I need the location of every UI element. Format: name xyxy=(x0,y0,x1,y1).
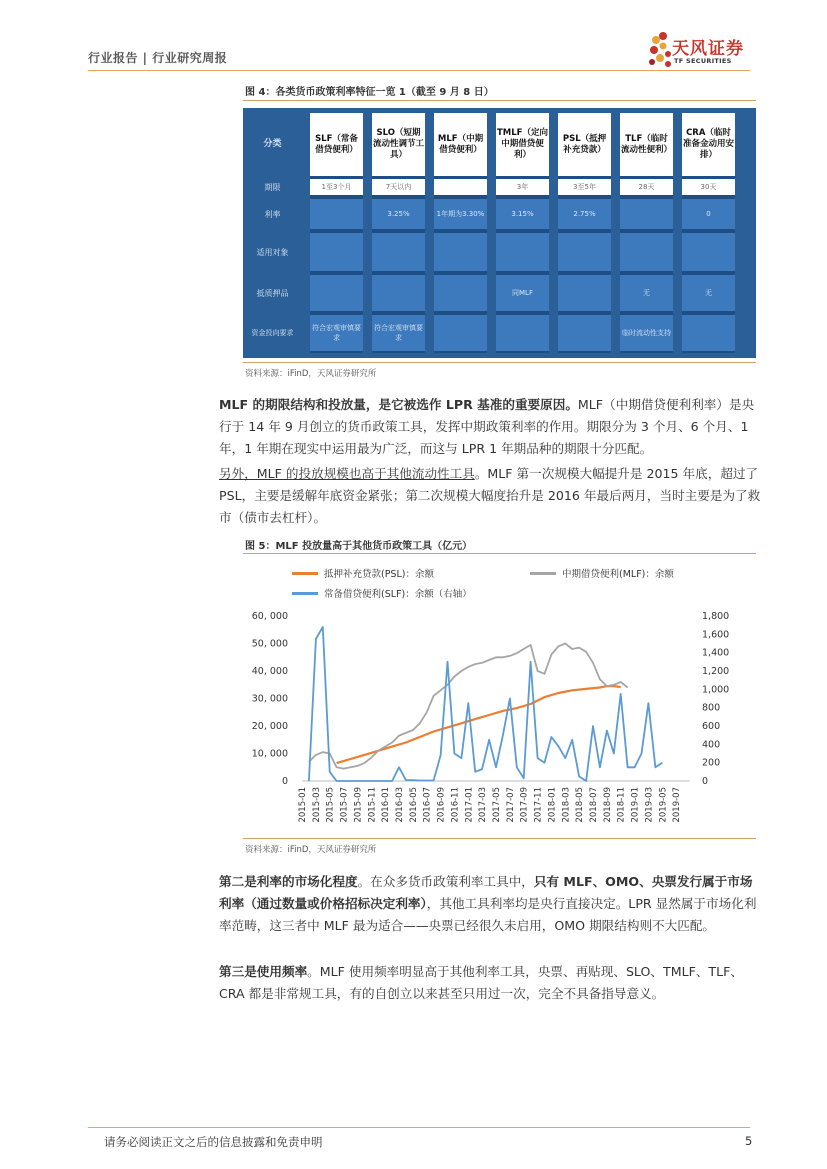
legend-psl-label: 抵押补充贷款(PSL)：余额 xyxy=(324,569,434,580)
figure4-source: 资料来源：iFinD，天风证券研究所 xyxy=(245,369,377,379)
y-right-tick-label: 1,400 xyxy=(702,647,730,659)
x-tick-label: 2017-07 xyxy=(505,787,516,823)
column-header: SLF（常备借贷便利） xyxy=(310,113,363,176)
row-label-requirement: 资金投向要求 xyxy=(251,328,294,337)
cell-term: 28天 xyxy=(620,179,673,195)
cell-rate: 2.75% xyxy=(558,199,611,229)
x-tick-label: 2015-05 xyxy=(325,787,336,823)
x-tick-label: 2015-11 xyxy=(367,787,378,823)
x-tick-label: 2017-03 xyxy=(478,787,489,823)
y-right-tick-label: 0 xyxy=(702,776,709,787)
y-right-tick-label: 800 xyxy=(702,702,721,714)
legend-slf-label: 常备借贷便利(SLF)：余额（右轴） xyxy=(324,589,472,600)
column-header: SLO（短期流动性调节工具） xyxy=(372,113,425,176)
column-header: MLF（中期借贷便利） xyxy=(434,113,487,176)
figure5-caption: 图 5：MLF 投放量高于其他货币政策工具（亿元） xyxy=(245,541,473,552)
y-right-tick-label: 600 xyxy=(702,721,721,732)
y-right-tick-label: 200 xyxy=(702,757,721,769)
x-tick-label: 2015-01 xyxy=(298,787,308,823)
x-tick-label: 2017-11 xyxy=(533,787,544,823)
para2-body: 。MLF 第一次规模大幅提升是 2015 年底，超过了 PSL，主要是缓解年底资金紧张；第二次规模大幅度抬升是 2016 年最后两月，当时主要是为了救市（债市去杠杆）。 xyxy=(219,466,761,525)
x-tick-label: 2016-01 xyxy=(381,787,392,823)
x-tick-label: 2019-03 xyxy=(644,787,655,823)
row-label-category: 分类 xyxy=(263,139,282,149)
paragraph-frequency xyxy=(219,961,763,1005)
cell-term: 30天 xyxy=(682,179,735,195)
cell-rate: 3.15% xyxy=(496,199,549,229)
cell-rate: 0 xyxy=(682,199,735,229)
x-tick-label: 2016-05 xyxy=(408,787,419,823)
header-report-type: 行业报告 | 行业研究周报 xyxy=(88,51,228,65)
x-tick-label: 2019-01 xyxy=(630,787,641,823)
column-header: PSL（抵押补充贷款） xyxy=(558,113,611,176)
para3-body2: ，其他工具利率均是央行直接决定。LPR 显然属于市场化利率范畴，这三者中 MLF 最为适合——央票已经很久未启用，OMO 期限结构则不大匹配。 xyxy=(219,896,757,933)
para3-body1: 。在众多货币政策利率工具中， xyxy=(357,874,534,889)
y-left-tick-label: 10, 000 xyxy=(251,748,288,760)
x-tick-label: 2018-03 xyxy=(561,787,572,823)
column-header: TMLF（定向中期借贷便利） xyxy=(496,113,549,176)
paragraph-market-rate xyxy=(219,871,763,937)
y-right-tick-label: 1,200 xyxy=(702,666,730,677)
x-tick-label: 2017-05 xyxy=(492,787,502,823)
x-tick-label: 2015-07 xyxy=(339,787,350,823)
x-tick-label: 2018-09 xyxy=(602,787,613,823)
column-header: CRA（临时准备金动用安排） xyxy=(682,113,735,176)
cell-term: 7天以内 xyxy=(372,179,425,195)
para3-emph: 只有 MLF、OMO、央票发行属于市场利率（通过数量或价格招标决定利率） xyxy=(219,874,753,911)
cell-pledge: 无 xyxy=(620,275,673,311)
cell-term: 1至3个月 xyxy=(310,179,363,195)
figure5-source: 资料来源：iFinD，天风证券研究所 xyxy=(245,845,377,855)
x-tick-label: 2018-11 xyxy=(616,787,627,823)
x-tick-label: 2015-03 xyxy=(311,787,322,823)
legend-mlf-label: 中期借贷便利(MLF)：余额 xyxy=(562,569,674,580)
y-left-tick-label: 0 xyxy=(281,776,288,787)
x-tick-label: 2016-07 xyxy=(422,787,433,823)
page-number: 5 xyxy=(745,1134,753,1148)
x-tick-label: 2018-07 xyxy=(589,787,599,823)
figure5-bottom-rule xyxy=(243,838,756,839)
cell-term: 3年 xyxy=(496,179,549,195)
cell-pledge: 无 xyxy=(682,275,735,311)
row-label-term: 期限 xyxy=(264,182,281,192)
footer-divider xyxy=(88,1127,750,1128)
cell-requirement: 临时流动性支持 xyxy=(620,315,673,351)
x-tick-label: 2016-11 xyxy=(450,787,461,823)
cell-requirement: 符合宏观审慎要求 xyxy=(310,315,363,351)
x-tick-label: 2017-01 xyxy=(464,787,475,823)
cell-rate: 3.25% xyxy=(372,199,425,229)
series-line-psl xyxy=(337,686,621,763)
y-left-tick-label: 50, 000 xyxy=(251,638,288,650)
x-tick-label: 2015-09 xyxy=(353,787,364,823)
figure4-caption: 图 4：各类货币政策利率特征一览 1（截至 9 月 8 日） xyxy=(245,87,494,98)
row-label-target: 适用对象 xyxy=(256,247,289,257)
para1-body: MLF（中期借贷便利利率）是央行于 14 年 9 月创立的货币政策工具，发挥中期政策利率的作用。期限分为 3 个月、6 个月、1 年，1 年期在现实中运用最为广泛，而这与 LPR 1 年期品种的期限十分匹配。 xyxy=(219,397,755,456)
x-tick-label: 2019-05 xyxy=(658,787,669,823)
series-line-slf xyxy=(309,627,662,781)
x-tick-label: 2016-09 xyxy=(436,787,447,823)
y-left-tick-label: 40, 000 xyxy=(251,666,288,677)
y-right-tick-label: 1,000 xyxy=(702,684,730,696)
cell-term: 3至5年 xyxy=(558,179,611,195)
footer-disclaimer: 请务必阅读正文之后的信息披露和免责申明 xyxy=(104,1135,323,1149)
x-tick-label: 2016-03 xyxy=(395,787,405,823)
cell-pledge: 同MLF xyxy=(496,275,549,311)
para2-lead: 另外，MLF 的投放规模也高于其他流动性工具 xyxy=(219,466,475,481)
x-tick-label: 2018-01 xyxy=(547,787,558,823)
y-right-tick-label: 400 xyxy=(702,739,721,751)
column-header: TLF（临时流动性便利） xyxy=(620,113,673,176)
cell-rate: 1年期为3.30% xyxy=(434,199,487,229)
para4-body: 。MLF 使用频率明显高于其他利率工具，央票、再贴现、SLO、TMLF、TLF、CRA 都是非常规工具，有的自创立以来甚至只用过一次，完全不具备指导意义。 xyxy=(219,964,743,1001)
row-label-pledge: 抵质押品 xyxy=(256,288,289,298)
cell-requirement: 符合宏观审慎要求 xyxy=(372,315,425,351)
para4-lead: 第三是使用频率 xyxy=(219,964,308,979)
logo-text-en: TF SECURITIES xyxy=(674,57,732,65)
y-right-tick-label: 1,800 xyxy=(702,611,730,622)
logo-text-cn: 天风证券 xyxy=(672,39,744,59)
para3-lead: 第二是利率的市场化程度 xyxy=(219,874,358,889)
row-label-rate: 利率 xyxy=(264,209,281,219)
y-left-tick-label: 20, 000 xyxy=(251,721,288,732)
y-right-tick-label: 1,600 xyxy=(702,629,730,641)
x-tick-label: 2017-09 xyxy=(519,787,530,823)
para1-lead: MLF 的期限结构和投放量，是它被选作 LPR 基准的重要原因。 xyxy=(219,397,578,412)
y-left-tick-label: 30, 000 xyxy=(251,693,288,705)
x-tick-label: 2019-07 xyxy=(672,787,683,823)
x-tick-label: 2018-05 xyxy=(575,787,586,823)
y-left-tick-label: 60, 000 xyxy=(251,611,288,622)
